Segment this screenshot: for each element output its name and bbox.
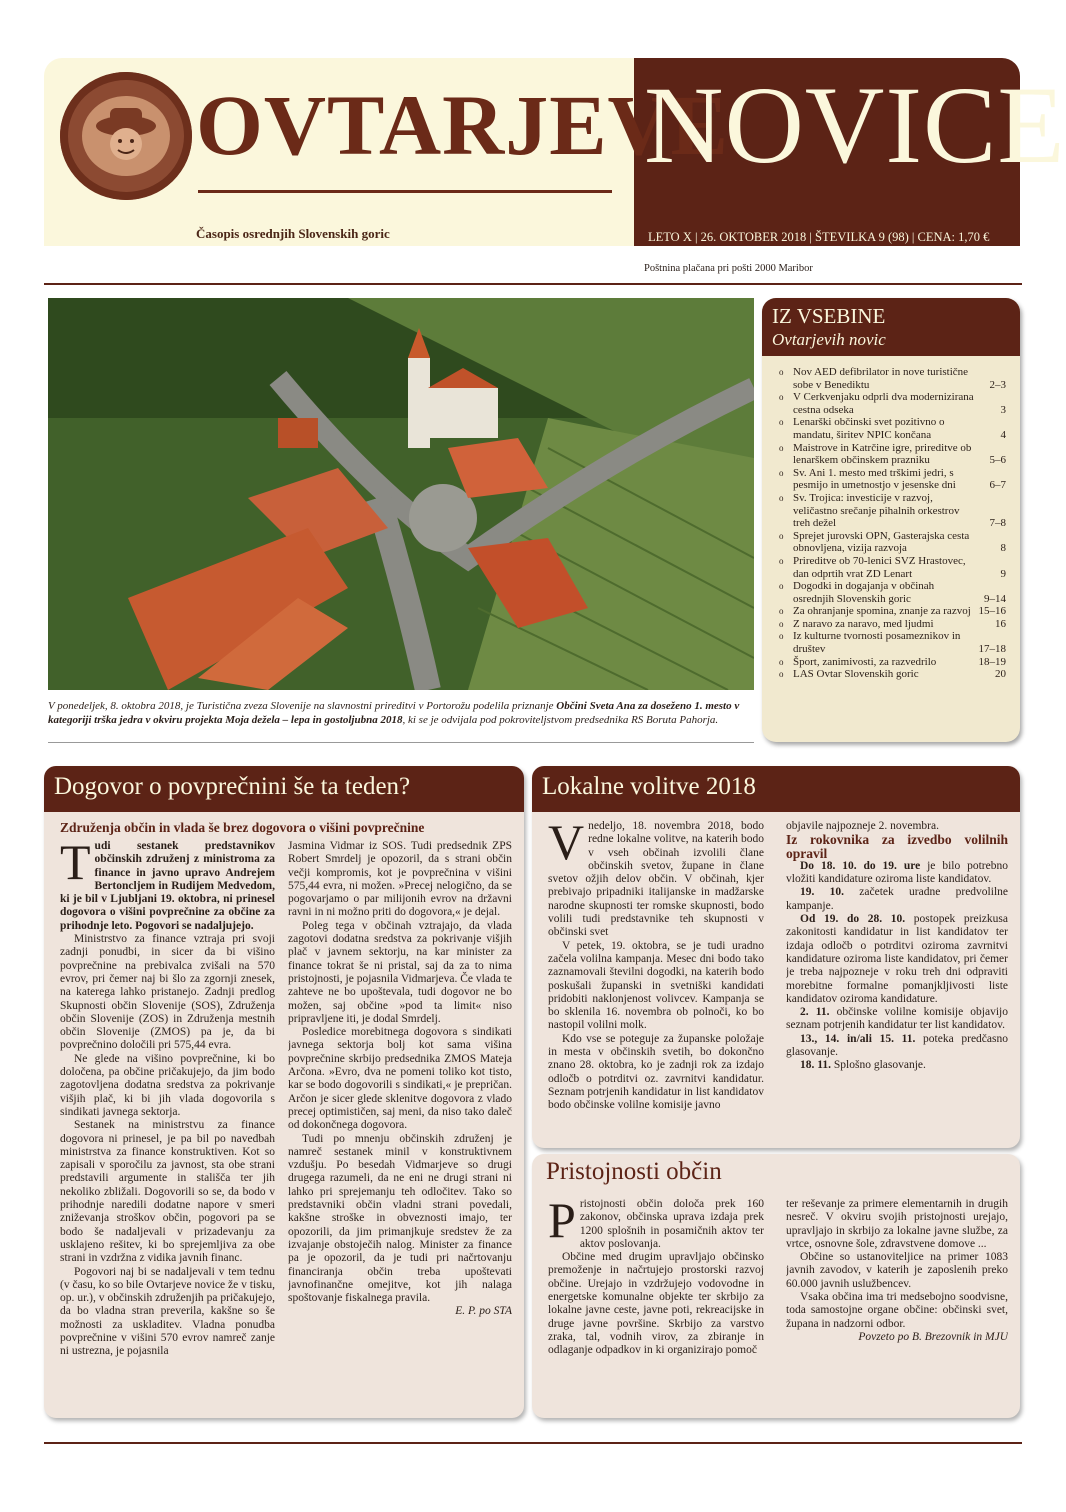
contents-item-pages: 8 bbox=[1000, 542, 1006, 555]
aerial-photo bbox=[48, 298, 754, 690]
logo-face-icon bbox=[82, 96, 170, 176]
contents-item-text: Za ohranjanje spomina, znanje za razvoj bbox=[793, 605, 971, 618]
contents-item bbox=[776, 656, 1006, 669]
bullet-icon: o bbox=[779, 392, 784, 403]
contents-item-text: Prireditve ob 70-lenici SVZ Hrastovec, dan odprtih vrat ZD Lenart bbox=[793, 554, 966, 580]
bullet-icon: o bbox=[779, 367, 784, 377]
ovtar-face-icon bbox=[82, 96, 170, 176]
schedule-date: Do 18. 10. do 19. ure bbox=[800, 859, 921, 872]
contents-item-text: Šport, zanimivosti, za razvedrilo bbox=[793, 655, 937, 668]
village-aerial-image bbox=[48, 298, 754, 690]
article-subtitle: Združenja občin in vlada še brez dogovora o višini povprečnine bbox=[60, 820, 425, 835]
schedule-item bbox=[786, 1059, 1008, 1072]
contents-item-pages: 2–3 bbox=[989, 378, 1006, 391]
masthead-title-right: NOVICE bbox=[644, 64, 1066, 186]
lead-text: udi sestanek predstavnikov občinskih združenj z ministroma za finance in javno upravo Andrejem Bertoncljem in Rudijem Medvedom, ki je bil v Ljubljani 19. oktobra, ni prinesel dogovora o višini povprečnine za občine za prihodnje leto. Pogovori se nadaljujejo. bbox=[60, 840, 275, 932]
article-column-1 bbox=[548, 1198, 764, 1410]
article-signature: E. P. po STA bbox=[455, 1305, 512, 1318]
contents-subtitle: Ovtarjevih novic bbox=[772, 330, 886, 349]
contents-item bbox=[776, 467, 1006, 492]
contents-item-pages: 3 bbox=[1000, 403, 1006, 416]
bullet-icon: o bbox=[779, 417, 784, 428]
paragraph: Sestanek na ministrstvu za finance dogovora ni prinesel, je pa bil po navedbah ministrstva za finance konstruktiven. Kot so zapisali v sporočilu za javnost, sta obe strani predstavili argumente in stališča ter jih nekoliko zbližali. Dogovorili so se, da bodo v prihodnje naredili dodatne napore v smeri zniževanja stroškov občin, pogovori pa se bodo še nadaljevali v prizadevanju za usklajeno rešitev, ki bo sprejemljiva za obe strani in vzdržna z vidika javnih financ. bbox=[60, 1119, 275, 1265]
article-column-2 bbox=[786, 820, 1008, 1140]
contents-item-pages: 9 bbox=[1000, 567, 1006, 580]
schedule-date: 18. 11. bbox=[800, 1059, 831, 1072]
contents-item bbox=[776, 618, 1006, 631]
lead-text: nedeljo, 18. novembra 2018, bodo redne lokalne volitve, na katerih bodo v vseh občinah izvolili člane občinskih svetov, župane in člane svetov ožjih delov občin. V občinah, kjer prebivajo pripadniki italijanske in madžarske narodne skupnosti ter romske skupnosti, bodo volili tudi predstavnike teh skupnosti v občinski svet bbox=[548, 820, 764, 939]
caption-divider bbox=[48, 742, 754, 743]
masthead-rule bbox=[198, 190, 612, 193]
contents-item bbox=[776, 530, 1006, 555]
schedule-text: je bilo potrebno vložiti kandidature oziroma liste kandidatov. bbox=[786, 859, 1008, 886]
contents-item bbox=[776, 580, 1006, 605]
contents-item bbox=[776, 416, 1006, 441]
photo-caption bbox=[48, 700, 754, 727]
contents-item-pages: 9–14 bbox=[984, 592, 1006, 605]
caption-bold-text: Občini Sveta Ana za doseženo 1. mesto v kategoriji trška jedra v okviru projekta Moja dežela – lepa in gostoljubna 2018 bbox=[48, 700, 740, 726]
schedule-text: občinske volilne komisije objavijo seznam potrjenih kandidatur ter list kandidatov. bbox=[786, 1006, 1008, 1032]
article-lead bbox=[60, 840, 275, 933]
caption-text-end: , ki se je odvijala pod pokroviteljstvom predsednika RS Boruta Pahorja. bbox=[402, 713, 719, 726]
schedule-text: začetek uradne predvolilne kampanje. bbox=[786, 886, 1008, 912]
contents-item-text: Sv. Trojica: investicije v razvoj, veličastno srečanje pihalnih orkestrov treh dežel bbox=[793, 491, 960, 530]
contents-item bbox=[776, 442, 1006, 467]
paragraph: Kdo vse se poteguje za županske položaje in mesta v občinskih svetih, bo dokončno znano 28. oktobra, ko je zadnji rok za izdajo odločb o potrditvi oz. zavrnitvi kandidatur. Seznam potrjenih kandidatur in list kandidatov bodo občinske volilne komisije javno bbox=[548, 1032, 764, 1112]
top-divider bbox=[44, 283, 1022, 285]
contents-item-pages: 5–6 bbox=[989, 454, 1006, 467]
caption-text: V ponedeljek, 8. oktobra 2018, je Turistična zveza Slovenije na slavnostni prireditvi v Portorožu podelila priznanje bbox=[48, 700, 557, 712]
article-column-1 bbox=[60, 840, 275, 1400]
contents-item-pages: 6–7 bbox=[989, 479, 1006, 492]
article-column-1 bbox=[548, 820, 764, 1140]
masthead-tagline: Časopis osrednjih Slovenskih goric bbox=[196, 226, 390, 241]
article-lead bbox=[548, 1198, 764, 1251]
schedule-item bbox=[786, 1033, 1008, 1060]
paragraph: Poleg tega v občinah vztrajajo, da vlada zagotovi dodatna sredstva za pokrivanje višjih plač v javnem sektorju, na kar minister za finance tokrat še ni pristal, saj da za to nima pristojnosti, je pojasnila Vidmarjeva. Če vlada te zahteve ne bo upoštevala, tudi dogovor ne bo možen, saj občine »pod ta limit« niso pripravljene iti, je dodal Smrdelj. bbox=[288, 919, 512, 1025]
contents-item bbox=[776, 492, 1006, 530]
contents-item bbox=[776, 366, 1006, 391]
paragraph: Ne glede na višino povprečnine, ki bo določena, pa občine pričakujejo, da jim bodo zagotovljena dodatna sredstva za pokrivanje višjih plač, ki bi jih vlada dogovorila s sindikati javnega sektorja. bbox=[60, 1052, 275, 1118]
contents-item bbox=[776, 391, 1006, 416]
contents-item-text: Iz kulturne tvornosti posameznikov in društev bbox=[793, 630, 961, 656]
article-lead bbox=[548, 820, 764, 940]
schedule-date: 13., 14. in/ali 15. 11. bbox=[800, 1032, 916, 1045]
contents-item bbox=[776, 668, 1006, 681]
postage-note: Poštnina plačana pri pošti 2000 Maribor bbox=[644, 263, 813, 274]
schedule-title: Iz rokovnika za izvedbo volilnih opravil bbox=[786, 832, 1008, 861]
contents-item bbox=[776, 630, 1006, 655]
schedule-item bbox=[786, 913, 1008, 1006]
paragraph: ter reševanje za primere elementarnih in drugih nesreč. V okviru svojih pristojnosti urejajo, upravljajo in skrbijo za lokalne javne službe, za vrtce, osnovne šole, zdravstvene domove ... bbox=[786, 1198, 1008, 1250]
article-title: Pristojnosti občin bbox=[546, 1158, 722, 1185]
article-title: Lokalne volitve 2018 bbox=[542, 773, 756, 800]
dropcap: V bbox=[548, 820, 585, 870]
schedule-date: 19. 10. bbox=[800, 886, 845, 899]
paragraph: Vsaka občina ima tri medsebojno soodvisne, toda samostojne organe občine: občinski svet, župana in nadzorni odbor. bbox=[786, 1291, 1008, 1330]
schedule-text: Splošno glasovanje. bbox=[831, 1059, 926, 1072]
bullet-icon: o bbox=[779, 656, 784, 667]
schedule-text: postopek preizkusa zakonitosti kandidatur in list kandidatov ter izdaja odločb o potrditvi oziroma zavrnitvi kandidature oziroma liste kandidatov, pri čemer je treba najpozneje v roku treh dni odpraviti morebitne formalne pomanjkljivosti liste kandidatov oziroma kandidature. bbox=[786, 913, 1008, 1005]
contents-item-text: Dogodki in dogajanja v občinah osrednjih Slovenskih goric bbox=[793, 580, 935, 605]
paragraph: Občine med drugim upravljajo občinsko premoženje in načrtujejo prostorski razvoj občine. Urejajo in vzdržujejo vodovodne in energetske komunalne objekte ter skrbijo za lokalne javne ceste, javne poti, rekreacijske in druge javne površine. Skrbijo za varstvo zraka, tal, vodnih virov, za zbiranje in odlaganje odpadkov in ki organizirajo pomoč bbox=[548, 1251, 764, 1357]
paragraph: objavile najpozneje 2. novembra. bbox=[786, 820, 939, 832]
contents-item-pages: 18–19 bbox=[978, 655, 1006, 668]
bullet-icon: o bbox=[779, 606, 784, 617]
contents-item-pages: 15–16 bbox=[978, 605, 1006, 618]
bullet-icon: o bbox=[779, 631, 784, 642]
bullet-icon: o bbox=[779, 492, 784, 503]
contents-item-pages: 16 bbox=[995, 617, 1006, 630]
paragraph: Občine so ustanoviteljice na primer 1083 javnih zavodov, v katerih je zaposlenih preko 60.000 javnih uslužbencev. bbox=[786, 1251, 1008, 1290]
contents-item-pages: 20 bbox=[995, 668, 1006, 681]
dropcap: P bbox=[548, 1198, 576, 1248]
paragraph: V petek, 19. oktobra, se je tudi uradno začela volilna kampanja. Mesec dni bodo tako zaznamovali številni dogodki, na katerih bodo poskušali županski in svetniški kandidati pridobiti naklonjenost volivcev. Kampanja se bo sklenila 16. novembra ob polnoči, ko bo nastopil volilni molk. bbox=[548, 939, 764, 1032]
schedule-item bbox=[786, 886, 1008, 913]
bullet-icon: o bbox=[779, 555, 784, 566]
schedule-date: 2. 11. bbox=[800, 1006, 830, 1019]
schedule-item bbox=[786, 860, 1008, 887]
bullet-icon: o bbox=[779, 530, 784, 541]
article-column-2 bbox=[786, 1198, 1008, 1410]
paragraph: Ministrstvo za finance vztraja pri svoji zadnji ponudbi, in sicer da bi višino povprečnine na prebivalca zvišali na 570 evrov, pri čemer naj bi šlo za zgornji znesek, na katerega lahko pristanejo. Zadnji predlog Skupnosti občin Slovenije (SOS), Združenja občin Slovenije (ZOS) in Združenja mestnih občin Slovenije (ZMOS) pa je, da bi povprečnino določili pri 575,44 evra. bbox=[60, 933, 275, 1052]
article-column-2 bbox=[288, 840, 512, 1400]
lead-text: ristojnosti občin določa prek 160 zakonov, občinska uprava izdaja prek 1200 splošnih in posamičnih aktov ter aktov poslovanja. bbox=[579, 1198, 764, 1250]
contents-title: IZ VSEBINE bbox=[772, 304, 886, 328]
contents-item-text: Nov AED defibrilator in nove turistične sobe v Benediktu bbox=[793, 366, 969, 391]
contents-item-text: Sprejet jurovski OPN, Gasterajska cesta obnovljena, vizija razvoja bbox=[793, 529, 970, 555]
paragraph: Tudi po mnenju občinskih združenj je namreč sestanek minil v konstruktivnem vzdušju. Po besedah Vidmarjeve so drugi drugega razumeli, da ne eni ne drugi strani ni lahko pri sprejemanju teh odločitev. Tako so predstavniki občin vladni strani povedali, kakšne stroške in obveznosti imajo, ter opozorili, da jim primanjkuje sredstev že za izvajanje obstoječih nalog. Minister za finance pa je opozoril, da je tudi pri načrtovanju financiranja občin treba upoštevati javnofinančne omejitve, kot jih nalaga spoštovanje fiskalnega pravila. bbox=[288, 1132, 512, 1305]
paragraph: Pogovori naj bi se nadaljevali v tem tednu (v času, ko so bile Ovtarjeve novice že v tisku, op. ur.), v občinskih združenjih pa pričakujejo, da bo vladna stran preverila, kakšne so še možnosti za uskladitev. Vladna ponudba povprečnine v višini 570 evrov namreč zanje ni ustrezna, je pojasnila bbox=[60, 1265, 275, 1358]
issue-info: LETO X | 26. OKTOBER 2018 | ŠTEVILKA 9 (98) | CENA: 1,70 € bbox=[648, 230, 990, 244]
contents-item-text: Z naravo za naravo, med ljudmi bbox=[793, 617, 934, 630]
schedule-item bbox=[786, 1006, 1008, 1033]
contents-item-text: Maistrove in Katrčine igre, prireditve ob lenarškem občinskem prazniku bbox=[793, 441, 972, 467]
contents-item bbox=[776, 555, 1006, 580]
contents-item-text: LAS Ovtar Slovenskih goric bbox=[793, 668, 919, 681]
schedule-date: Od 19. do 28. 10. bbox=[800, 913, 906, 926]
article-title: Dogovor o povprečnini še ta teden? bbox=[54, 773, 411, 800]
contents-item-text: Lenarški občinski svet pozitivno o mandatu, širitev NPIC končana bbox=[793, 416, 945, 441]
contents-list bbox=[776, 366, 1006, 681]
bullet-icon: o bbox=[779, 618, 784, 629]
bottom-divider bbox=[44, 1442, 1022, 1444]
paragraph: Jasmina Vidmar iz SOS. Tudi predsednik ZPS Robert Smrdelj je opozoril, da s strani občin večji kompromis, kot je povprečnina v višini 575,44 evra, ni možen. »Precej nelogično, da se pogovarjamo o par milijonih evrov na državni ravni in ni možno priti do dogovora,« je dejal. bbox=[288, 840, 512, 919]
bullet-icon: o bbox=[779, 442, 784, 453]
bullet-icon: o bbox=[779, 669, 784, 680]
contents-item-text: V Cerkvenjaku odprli dva modernizirana cestna odseka bbox=[793, 391, 974, 416]
bullet-icon: o bbox=[779, 467, 784, 478]
contents-item bbox=[776, 605, 1006, 618]
contents-item-pages: 7–8 bbox=[989, 517, 1006, 530]
bullet-icon: o bbox=[779, 581, 784, 592]
article-signature: Povzeto po B. Brezovnik in MJU bbox=[858, 1330, 1008, 1343]
schedule-text: poteka predčasno glasovanje. bbox=[786, 1032, 1008, 1059]
schedule-list bbox=[786, 860, 1008, 1073]
contents-item-pages: 17–18 bbox=[978, 643, 1006, 656]
dropcap: T bbox=[60, 840, 91, 890]
contents-item-pages: 4 bbox=[1000, 428, 1006, 441]
masthead-title-left: OVTARJEVE bbox=[196, 77, 730, 173]
contents-item-text: Sv. Ani 1. mesto med trškimi jedri, s pesmijo in umetnostjo v jesenske dni bbox=[793, 466, 956, 492]
paragraph: Posledice morebitnega dogovora s sindikati javnega sektorja bolj kot sama višina povprečnine skrbijo predsednika ZMOS Mateja Arčona. »Evro, dva ne pomeni toliko kot tisto, kar se bodo dogovorili s sindikati,« je prepričan. Arčon je sicer glede sklenitve dogovora z vlado precej optimističen, saj meni, da niso tako daleč od dokončnega dogovora. bbox=[288, 1026, 512, 1132]
